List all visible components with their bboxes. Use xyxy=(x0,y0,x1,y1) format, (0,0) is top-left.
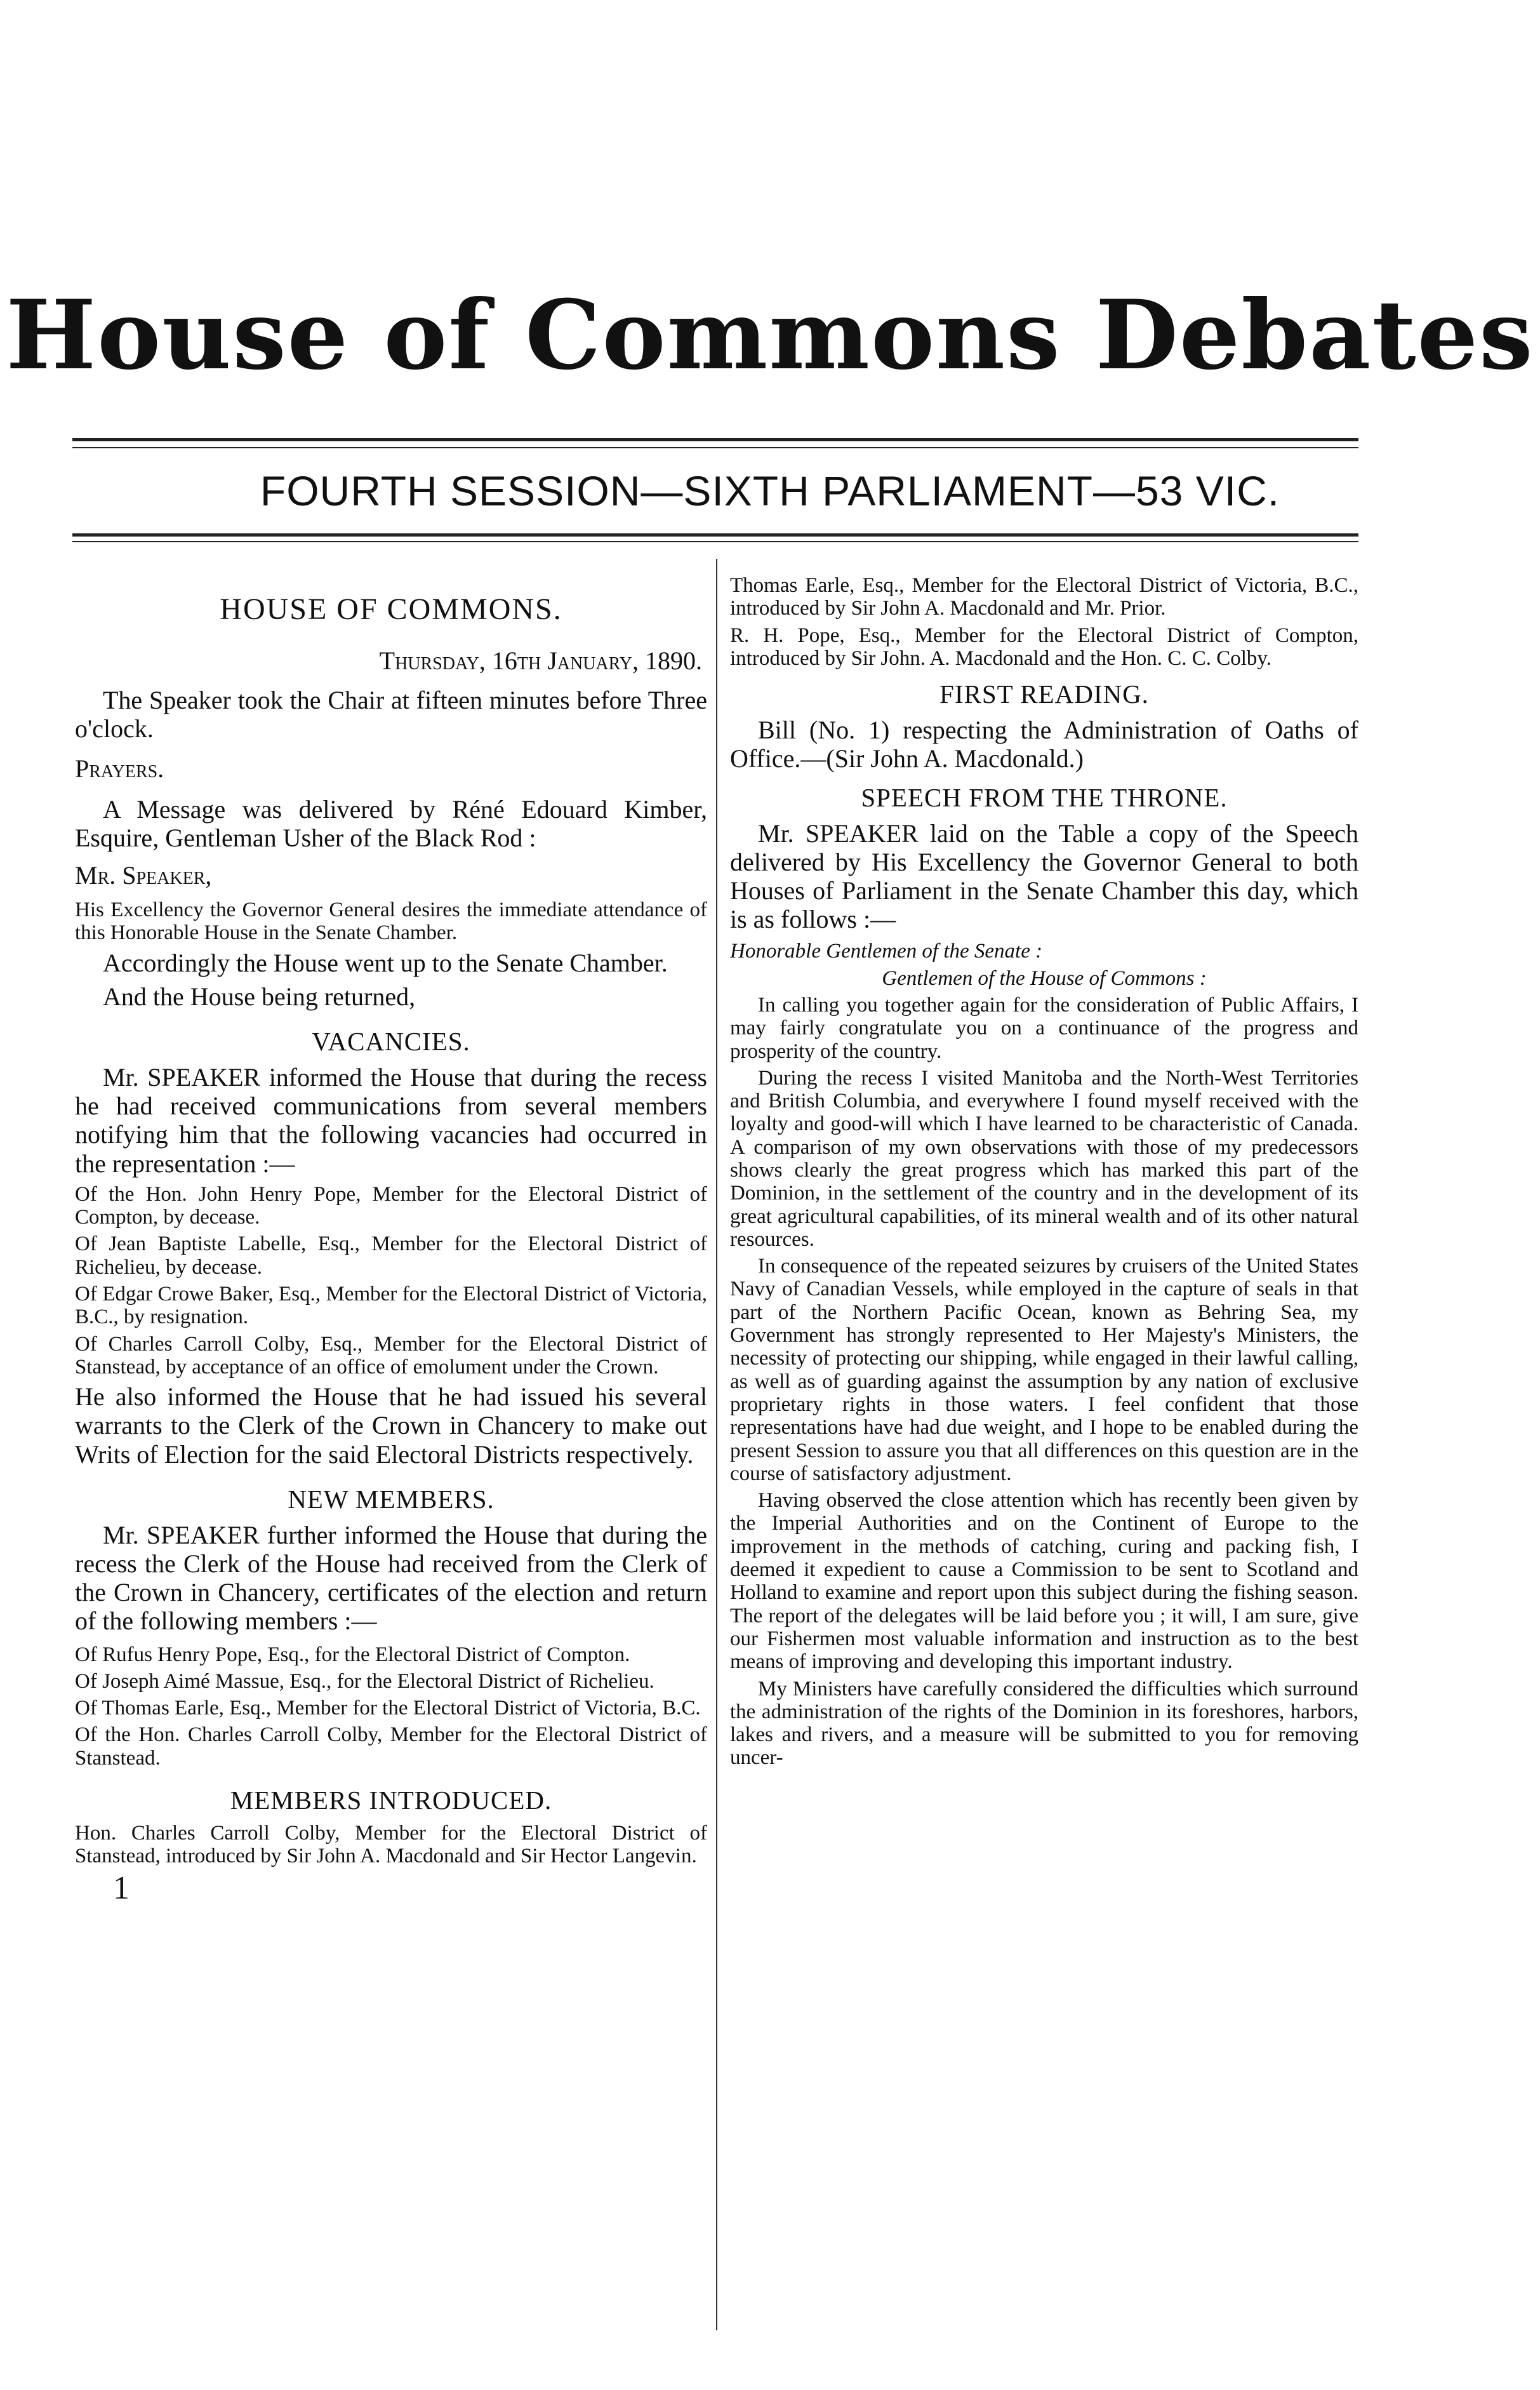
speech-paragraph: In calling you together again for the consideration of Public Affairs, I may fairly congratulate you on a continuance of the progress and prosperity of the country. xyxy=(730,993,1358,1063)
first-reading-heading: FIRST READING. xyxy=(939,679,1149,709)
new-members-intro: Mr. SPEAKER further informed the House that during the recess the Clerk of the House had received from the Clerk of the Crown in Chancery, certificates of the election and return of the following members :— xyxy=(75,1520,707,1636)
new-members-heading: NEW MEMBERS. xyxy=(288,1484,495,1514)
speech-paragraph: During the recess I visited Manitoba and the North-West Territories and British Columbia, and everywhere I found myself received with the loyalty and good-will which I have learned to be characteristic of Canada. A comparison of my own observations with those of my predecessors shows clearly the great progress which has marked this part of the Dominion, in the settlement of the country and in the development of its great agricultural capabilities, of its mineral wealth and of its other natural resources. xyxy=(730,1066,1358,1251)
masthead-title: House of Commons Debates xyxy=(6,279,1534,391)
session-subtitle: FOURTH SESSION—SIXTH PARLIAMENT—53 VIC. xyxy=(260,467,1280,514)
prayers-label: Prayers. xyxy=(75,754,164,784)
address-commons: Gentlemen of the House of Commons : xyxy=(882,966,1207,990)
column-divider xyxy=(716,559,717,2330)
address-senate: Honorable Gentlemen of the Senate : xyxy=(730,940,1043,963)
speech-paragraph: Having observed the close attention which has recently been given by the Imperial Authorities and on the Continent of Europe to the improvement in the methods of catching, curing and packing fish, I deemed it expedient to cause a Commission to be sent to Scotland and Holland to examine and report upon this subject during the fishing season. The report of the delegates will be laid before you ; it will, I am sure, give our Fishermen most valuable information and instruction as to the best means of improving and developing this important industry. xyxy=(730,1489,1358,1674)
speech-intro: Mr. SPEAKER laid on the Table a copy of the Speech delivered by His Excellency the Governor General to both Houses of Parliament in the Senate Chamber this day, which is as follows :— xyxy=(730,818,1358,934)
first-reading-bill: Bill (No. 1) respecting the Administration of Oaths of Office.—(Sir John A. Macdonald.) xyxy=(730,716,1358,773)
sitting-date: Thursday, 16th January, 1890. xyxy=(379,646,702,675)
house-heading: HOUSE OF COMMONS. xyxy=(220,592,562,626)
new-member-item: Of Joseph Aimé Massue, Esq., for the Electoral District of Richelieu. xyxy=(75,1669,654,1693)
new-member-item: Of Thomas Earle, Esq., Member for the Electoral District of Victoria, B.C. xyxy=(75,1697,701,1720)
top-rule xyxy=(72,438,1358,441)
paragraph-message: A Message was delivered by Réné Edouard Kimber, Esquire, Gentleman Usher of the Black Rod : xyxy=(75,794,707,852)
introduction-colby: Hon. Charles Carroll Colby, Member for the Electoral District of Stanstead, introduced by Sir John A. Macdonald and Sir Hector Langevin. xyxy=(75,1822,707,1868)
speech-paragraph: In consequence of the repeated seizures by cruisers of the United States Navy of Canadian Vessels, while employed in the capture of seals in that part of the Northern Pacific Ocean, known as Behring Sea, my Government has strongly represented to Her Majesty's Ministers, the necessity of protecting our shipping, while engaged in their lawful calling, as well as of guarding against the assumption by any nation of exclusive proprietary rights in those waters. I feel confident that those representations have had due weight, and I hope to be enabled during the present Session to assure you that all differences on this question are in the course of satisfactory adjustment. xyxy=(730,1255,1358,1485)
vacancy-item: Of the Hon. John Henry Pope, Member for the Electoral District of Compton, by decease. xyxy=(75,1182,707,1229)
new-member-item: Of Rufus Henry Pope, Esq., for the Electoral District of Compton. xyxy=(75,1643,630,1666)
left-column xyxy=(75,552,707,2330)
introduction-earle: Thomas Earle, Esq., Member for the Electoral District of Victoria, B.C., introduced by Sir John A. Macdonald and Mr. Prior. xyxy=(730,574,1358,620)
speech-paragraph: My Ministers have carefully considered the difficulties which surround the administration of the rights of the Dominion in its foreshores, harbors, lakes and rivers, and a measure will be submitted to you for removing uncer- xyxy=(730,1677,1358,1770)
vacancy-item: Of Edgar Crowe Baker, Esq., Member for the Electoral District of Victoria, B.C., by resignation. xyxy=(75,1283,707,1329)
vacancies-intro: Mr. SPEAKER informed the House that during the recess he had received communications from several members notifying him that the following vacancies had occurred in the representation :— xyxy=(75,1063,707,1178)
vacancy-item: Of Charles Carroll Colby, Esq., Member for the Electoral District of Stanstead, by acceptance of an office of emolument under the Crown. xyxy=(75,1332,707,1379)
page-number: 1 xyxy=(113,1869,129,1906)
paragraph-returned: And the House being returned, xyxy=(103,982,416,1011)
subtitle-rule-thin xyxy=(72,541,1358,542)
speech-heading: SPEECH FROM THE THRONE. xyxy=(861,782,1228,812)
subtitle-rule xyxy=(72,533,1358,537)
salutation: Mr. Speaker, xyxy=(75,860,212,890)
vacancy-item: Of Jean Baptiste Labelle, Esq., Member for the Electoral District of Richelieu, by decease. xyxy=(75,1232,707,1279)
paragraph-speaker-chair: The Speaker took the Chair at fifteen minutes before Three o'clock. xyxy=(75,686,707,744)
paragraph-senate: Accordingly the House went up to the Senate Chamber. xyxy=(103,948,668,977)
top-rule-thin xyxy=(72,447,1358,448)
introduction-pope: R. H. Pope, Esq., Member for the Electoral District of Compton, introduced by Sir John. A. Macdonald and the Hon. C. C. Colby. xyxy=(730,624,1358,670)
members-introduced-heading: MEMBERS INTRODUCED. xyxy=(230,1786,552,1815)
governor-message: His Excellency the Governor General desires the immediate attendance of this Honorable House in the Senate Chamber. xyxy=(75,898,707,945)
new-member-item: Of the Hon. Charles Carroll Colby, Member for the Electoral District of Stanstead. xyxy=(75,1723,707,1770)
paragraph-warrants: He also informed the House that he had issued his several warrants to the Clerk of the Crown in Chancery to make out Writs of Election for the said Electoral Districts respectively. xyxy=(75,1382,707,1469)
vacancies-heading: VACANCIES. xyxy=(312,1027,470,1057)
right-column xyxy=(730,552,1358,2330)
